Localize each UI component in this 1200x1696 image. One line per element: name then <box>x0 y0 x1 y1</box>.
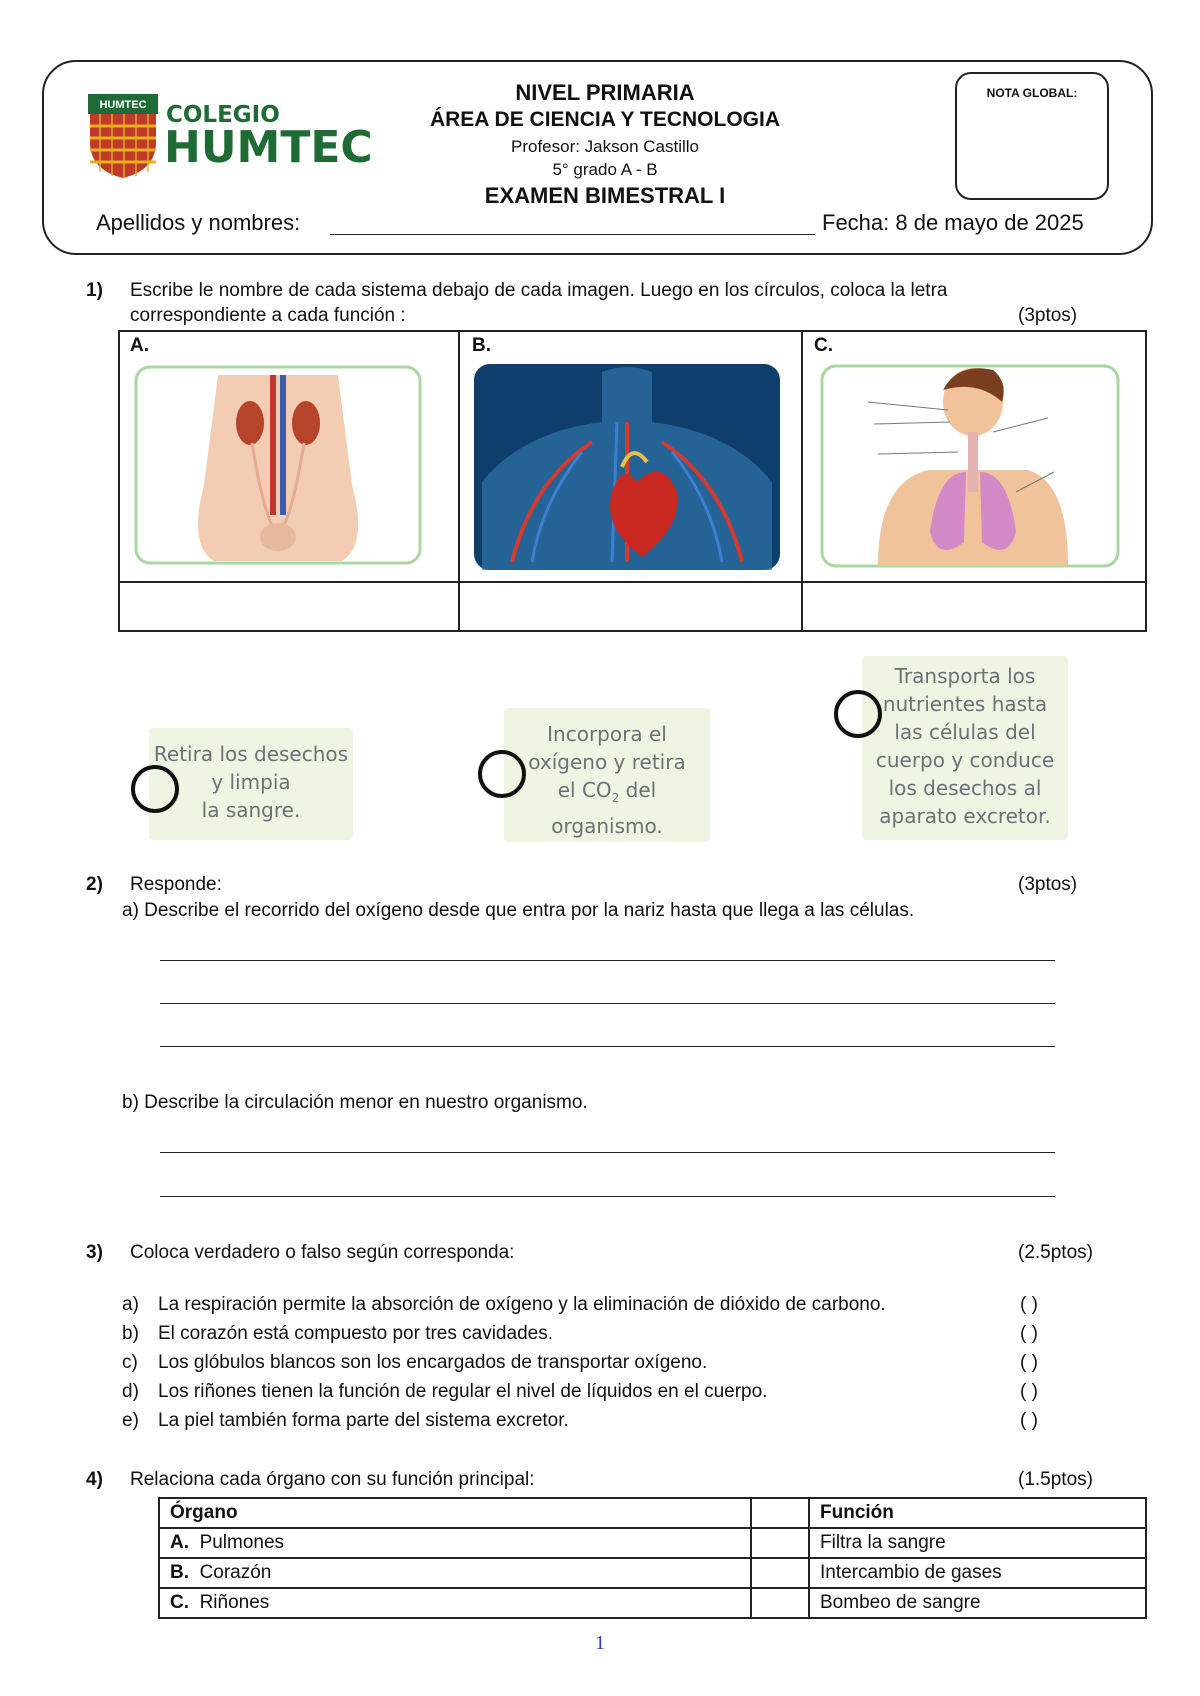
answer-line[interactable] <box>160 1003 1055 1004</box>
names-label: Apellidos y nombres: <box>96 210 301 235</box>
organ-letter: B. <box>170 1562 189 1583</box>
logo-small-text: HUMTEC <box>99 99 147 111</box>
tf-item-a-label: a) <box>122 1294 139 1315</box>
organ-function-table <box>158 1497 1147 1619</box>
card-line: la sangre. <box>201 798 301 822</box>
function-cell: Bombeo de sangre <box>809 1588 1146 1618</box>
tf-answer-a[interactable]: ( ) <box>1020 1294 1038 1315</box>
respiratory-system-image <box>818 362 1124 579</box>
teacher-name: Profesor: Jakson Castillo <box>510 137 700 156</box>
card-line <box>504 776 710 812</box>
organ-letter: C. <box>170 1592 189 1613</box>
match-cell[interactable] <box>751 1528 809 1558</box>
match-cell-header <box>751 1498 809 1528</box>
answer-cell-a[interactable] <box>120 583 457 630</box>
cell-letter-b: B. <box>472 335 491 356</box>
q4-points: (1.5ptos) <box>1018 1469 1093 1490</box>
card-line: las células del <box>894 720 1036 744</box>
card-line: Retira los desechos <box>153 742 349 766</box>
school-logo <box>86 92 386 182</box>
logo-colegio-text: COLEGIO <box>166 102 280 128</box>
organ-cell <box>159 1558 751 1588</box>
function-cell: Intercambio de gases <box>809 1558 1146 1588</box>
q4-number: 4) <box>86 1469 103 1490</box>
q2-part-b: b) Describe la circulación menor en nuestro organismo. <box>122 1092 588 1113</box>
q3-number: 3) <box>86 1242 103 1263</box>
names-input-line[interactable] <box>330 234 815 235</box>
match-cell[interactable] <box>751 1558 809 1588</box>
match-cell[interactable] <box>751 1588 809 1618</box>
organ-name: Pulmones <box>199 1532 285 1553</box>
tf-item-b-label: b) <box>122 1323 139 1344</box>
q4-text: Relaciona cada órgano con su función principal: <box>130 1469 535 1490</box>
tf-answer-d[interactable]: ( ) <box>1020 1381 1038 1402</box>
answer-circle-3[interactable] <box>834 690 882 738</box>
tf-item-d-label: d) <box>122 1381 139 1402</box>
header-organ: Órgano <box>159 1498 751 1528</box>
card-line: los desechos al <box>888 776 1042 800</box>
card-line: Transporta los <box>894 664 1036 688</box>
circulatory-system-image <box>472 362 782 577</box>
answer-circle-2[interactable] <box>478 750 526 798</box>
q2-part-a: a) Describe el recorrido del oxígeno desde que entra por la nariz hasta que llega a las células. <box>122 900 915 921</box>
answer-cell-c[interactable] <box>803 583 1145 630</box>
q3-text: Coloca verdadero o falso según corresponda: <box>130 1242 515 1263</box>
organ-cell <box>159 1588 751 1618</box>
answer-line[interactable] <box>160 960 1055 961</box>
card-co2: el CO <box>557 778 612 802</box>
page-number: 1 <box>595 1632 605 1654</box>
tf-answer-c[interactable]: ( ) <box>1020 1352 1038 1373</box>
grade-box-label: NOTA GLOBAL: <box>986 86 1078 100</box>
table-row <box>159 1558 1146 1588</box>
logo-humtec-text: HUMTEC <box>164 122 373 173</box>
function-cell: Filtra la sangre <box>809 1528 1146 1558</box>
header-function: Función <box>809 1498 1146 1528</box>
grade-label: 5° grado A - B <box>552 160 658 179</box>
area-title: ÁREA DE CIENCIA Y TECNOLOGIA <box>429 108 781 131</box>
q1-number: 1) <box>86 280 103 301</box>
tf-item-b: El corazón está compuesto por tres cavidades. <box>158 1323 553 1344</box>
card-line: Incorpora el <box>547 722 667 746</box>
organ-cell <box>159 1528 751 1558</box>
organ-letter: A. <box>170 1532 189 1553</box>
answer-line[interactable] <box>160 1196 1055 1197</box>
answer-line[interactable] <box>160 1046 1055 1047</box>
answer-line[interactable] <box>160 1152 1055 1153</box>
tf-item-e-label: e) <box>122 1410 139 1431</box>
tf-answer-e[interactable]: ( ) <box>1020 1410 1038 1431</box>
card-co2-tail: del <box>619 778 657 802</box>
exam-title: EXAMEN BIMESTRAL I <box>484 183 726 208</box>
answer-cell-b[interactable] <box>460 583 800 630</box>
function-card-1 <box>149 728 353 840</box>
tf-item-d: Los riñones tienen la función de regular el nivel de líquidos en el cuerpo. <box>158 1381 768 1402</box>
function-card-2 <box>504 708 710 842</box>
table-row <box>159 1528 1146 1558</box>
q3-points: (2.5ptos) <box>1018 1242 1093 1263</box>
table-header-row <box>159 1498 1146 1528</box>
tf-item-a: La respiración permite la absorción de oxígeno y la eliminación de dióxido de carbono. <box>158 1294 886 1315</box>
tf-item-e: La piel también forma parte del sistema excretor. <box>158 1410 569 1431</box>
tf-item-c-label: c) <box>122 1352 138 1373</box>
card-line: aparato excretor. <box>879 804 1051 828</box>
exam-date: Fecha: 8 de mayo de 2025 <box>822 210 1084 235</box>
q2-number: 2) <box>86 874 103 895</box>
q1-text-line2: correspondiente a cada función : <box>130 305 406 326</box>
card-line: oxígeno y retira <box>528 750 686 774</box>
q2-text: Responde: <box>130 874 222 895</box>
level-title: NIVEL PRIMARIA <box>515 80 695 105</box>
tf-answer-b[interactable]: ( ) <box>1020 1323 1038 1344</box>
cell-letter-c: C. <box>814 335 833 356</box>
card-line: organismo. <box>551 814 663 838</box>
cell-letter-a: A. <box>130 335 149 356</box>
q2-points: (3ptos) <box>1018 874 1078 895</box>
organ-name: Corazón <box>199 1562 272 1583</box>
answer-circle-1[interactable] <box>131 765 179 813</box>
card-co2-subscript: 2 <box>611 791 620 805</box>
tf-item-c: Los glóbulos blancos son los encargados de transportar oxígeno. <box>158 1352 708 1373</box>
card-line: y limpia <box>211 770 291 794</box>
q1-text-line1: Escribe le nombre de cada sistema debajo de cada imagen. Luego en los círculos, coloca la letra <box>130 280 948 301</box>
function-card-3 <box>862 656 1068 840</box>
excretory-system-image <box>132 365 424 572</box>
q1-points: (3ptos) <box>1018 305 1078 326</box>
card-line: cuerpo y conduce <box>875 748 1055 772</box>
table-row <box>159 1588 1146 1618</box>
organ-name: Riñones <box>199 1592 270 1613</box>
card-line: nutrientes hasta <box>882 692 1048 716</box>
